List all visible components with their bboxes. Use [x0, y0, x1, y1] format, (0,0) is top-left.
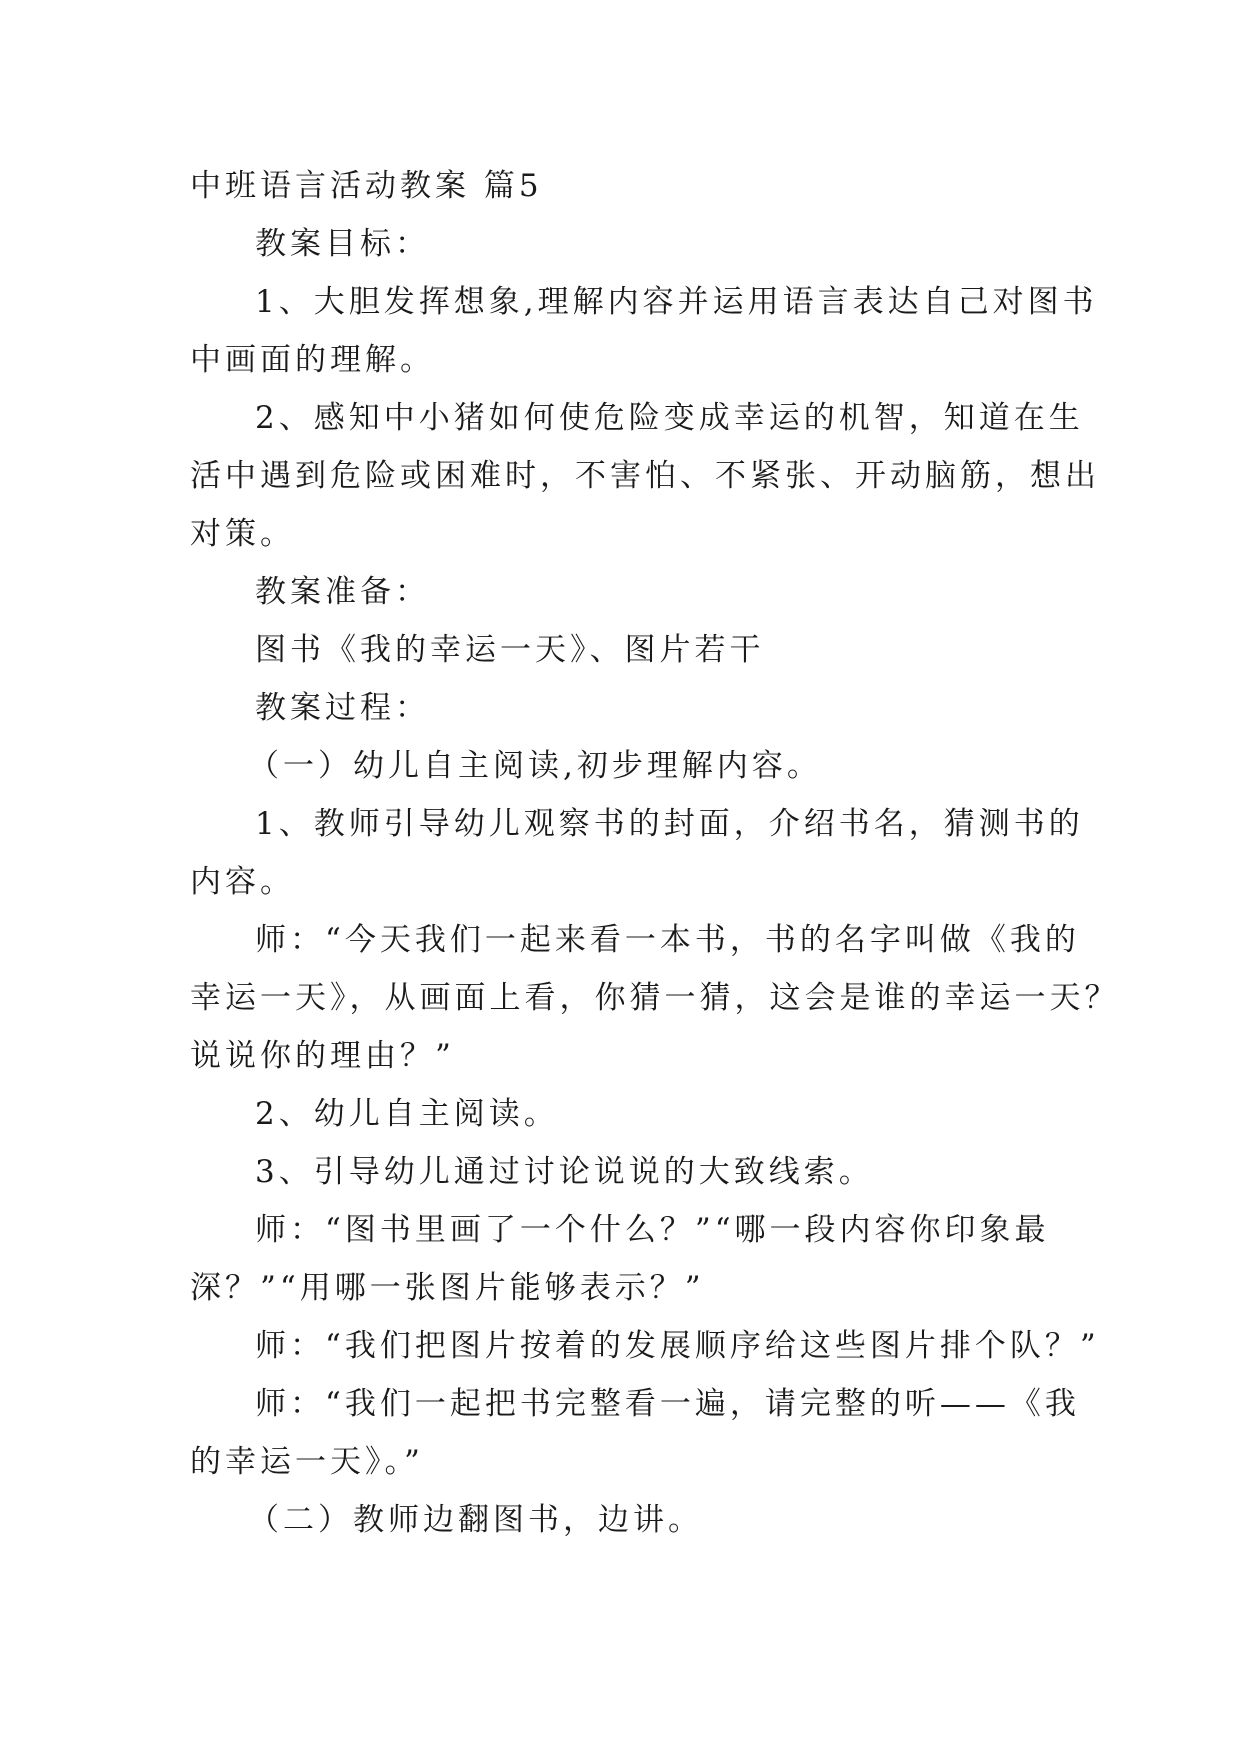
- paragraph-line: 中画面的理解。: [190, 342, 435, 378]
- paragraph-line: 师：“今天我们一起来看一本书，书的名字叫做《我的: [255, 922, 1080, 958]
- paragraph-line: 师：“我们把图片按着的发展顺序给这些图片排个队？”: [255, 1328, 1100, 1364]
- paragraph-line: 说说你的理由？”: [190, 1038, 455, 1074]
- paragraph-line: 师：“图书里画了一个什么？”“哪一段内容你印象最: [255, 1212, 1050, 1248]
- paragraph-line: 活中遇到危险或困难时，不害怕、不紧张、开动脑筋，想出: [190, 458, 1100, 494]
- section-heading-goals: 教案目标：: [255, 226, 430, 262]
- paragraph-line: 1、大胆发挥想象,理解内容并运用语言表达自己对图书: [255, 284, 1098, 320]
- paragraph-line: 幸运一天》，从画面上看，你猜一猜，这会是谁的幸运一天？: [190, 980, 1120, 1016]
- paragraph-line: 1、教师引导幼儿观察书的封面，介绍书名，猜测书的: [255, 806, 1084, 842]
- paragraph-line: 2、幼儿自主阅读。: [255, 1096, 559, 1132]
- section-heading-process: 教案过程：: [255, 690, 430, 726]
- paragraph-line: 图书《我的幸运一天》、图片若干: [255, 632, 765, 668]
- section-heading-preparation: 教案准备：: [255, 574, 430, 610]
- paragraph-line: 的幸运一天》。”: [190, 1444, 424, 1480]
- subsection-heading: （一）幼儿自主阅读,初步理解内容。: [248, 748, 822, 784]
- paragraph-line: 内容。: [190, 864, 295, 900]
- paragraph-line: 3、引导幼儿通过讨论说说的大致线索。: [255, 1154, 874, 1190]
- document-title: 中班语言活动教案 篇5: [190, 168, 543, 204]
- paragraph-line: 深？”“用哪一张图片能够表示？”: [190, 1270, 705, 1306]
- paragraph-line: 对策。: [190, 516, 295, 552]
- subsection-heading: （二）教师边翻图书，边讲。: [248, 1502, 703, 1538]
- paragraph-line: 2、感知中小猪如何使危险变成幸运的机智，知道在生: [255, 400, 1084, 436]
- paragraph-line: 师：“我们一起把书完整看一遍，请完整的听——《我: [255, 1386, 1080, 1422]
